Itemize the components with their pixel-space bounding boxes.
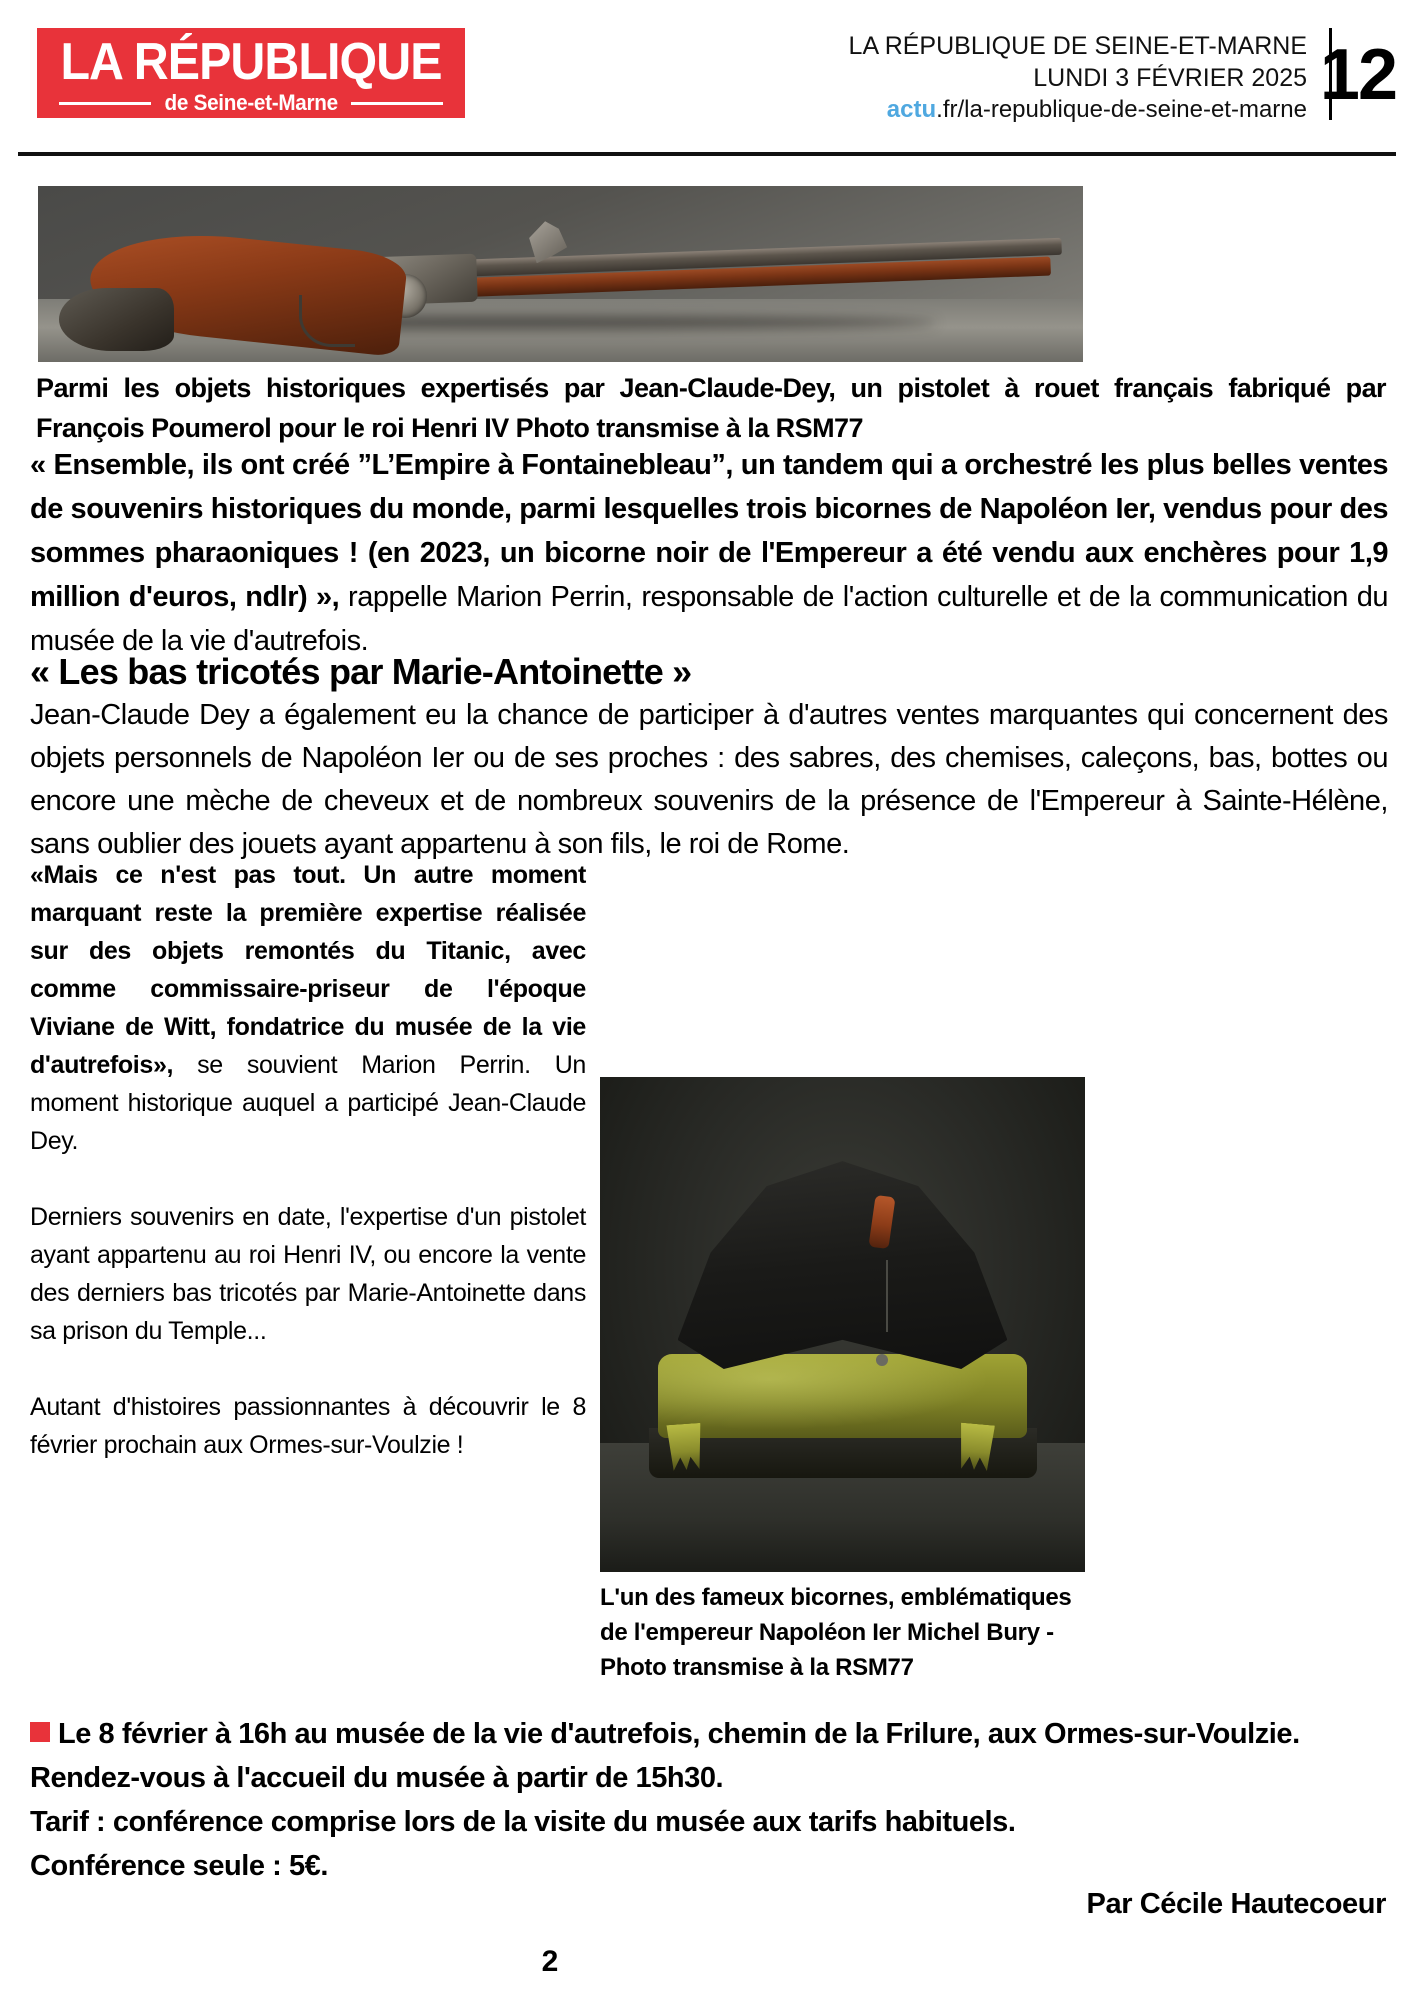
bicorne-cord: [886, 1260, 888, 1332]
page-number: 12: [1319, 35, 1396, 115]
url-accent: actu: [886, 96, 937, 123]
red-square-bullet-icon: [30, 1722, 50, 1742]
bicorne-photo-caption: L'un des fameux bicornes, emblématiques de l'empereur Napoléon Ier Michel Bury - Photo transmise à la RSM77: [600, 1584, 1072, 1681]
logo-subtitle-row: [37, 90, 465, 116]
pistol-photo-caption: Parmi les objets historiques expertisés par Jean-Claude-Dey, un pistolet à rouet français fabriqué par François Poumerol pour le roi Henri IV Photo transmise à la RSM77: [36, 373, 1386, 443]
publication-url[interactable]: [627, 94, 1307, 126]
column-quote-bold: «Mais ce n'est pas tout. Un autre moment marquant reste la première expertise réalisée sur des objets remontés du Titanic, avec comme commissaire-priseur de l'époque Viviane de Witt, fondatrice du musée de la vie d'autrefois»,: [30, 861, 586, 1079]
logo-rule-right: [351, 102, 443, 105]
column-paragraph-2: Derniers souvenirs en date, l'expertise d'un pistolet ayant appartenu au roi Henri IV, ou encore la vente des derniers bas tricotés par Marie-Antoinette dans sa prison du Temple...: [30, 1203, 586, 1345]
lead-quote-paragraph: [30, 443, 1388, 663]
column-paragraph-3: Autant d'histoires passionnantes à découvrir le 8 février prochain aux Ormes-sur-Voulzie !: [30, 1393, 586, 1459]
bicorne-hat: [678, 1161, 1008, 1369]
left-column-text: [30, 856, 586, 1464]
practical-info-block: [30, 1712, 1388, 1888]
publication-date: LUNDI 3 FÉVRIER 2025: [1033, 64, 1307, 92]
url-rest: .fr/la-republique-de-seine-et-marne: [936, 96, 1307, 123]
section-subheading: « Les bas tricotés par Marie-Antoinette »: [30, 651, 692, 692]
article-byline: Par Cécile Hautecoeur: [1086, 1888, 1386, 1920]
logo-main-text: LA RÉPUBLIQUE: [60, 33, 442, 91]
info-line-2: Tarif : conférence comprise lors de la visite du musée aux tarifs habituels.: [30, 1806, 1016, 1838]
column-quote-rest: se souvient Marion Perrin. Un moment historique auquel a participé Jean-Claude Dey.: [30, 1051, 586, 1155]
logo-subtitle-text: de Seine-et-Marne: [164, 90, 338, 115]
bicorne-photo: [600, 1077, 1085, 1572]
lead-quote-attribution: rappelle Marion Perrin, responsable de l'action culturelle et de la communication du musée de la vie d'autrefois.: [30, 581, 1388, 657]
logo-rule-left: [59, 102, 151, 105]
pistol-pommel: [59, 288, 174, 351]
body-paragraph-1: Jean-Claude Dey a également eu la chance de participer à d'autres ventes marquantes qui concernent des objets personnels de Napoléon Ier ou de ses proches : des sabres, des chemises, caleçons, bas, bottes ou encore une mèche de cheveux et de nombreux souvenirs de la présence de l'Empereur à Sainte-Hélène, sans oublier des jouets ayant appartenu à son fils, le roi de Rome.: [30, 699, 1388, 860]
publication-name: LA RÉPUBLIQUE DE SEINE-ET-MARNE: [848, 32, 1307, 60]
header-horizontal-rule: [18, 152, 1396, 156]
page-folio: 2: [541, 1945, 559, 1978]
info-line-3: Conférence seule : 5€.: [30, 1850, 328, 1882]
lead-quote-bold: « Ensemble, ils ont créé ”L’Empire à Fontainebleau”, un tandem qui a orchestré les plus belles ventes de souvenirs historiques du monde, parmi lesquelles trois bicornes de Napoléon Ier, vendus pour des sommes pharaoniques ! (en 2023, un bicorne noir de l'Empereur a été vendu aux enchères pour 1,9 million d'euros, ndlr) »,: [30, 449, 1388, 613]
newspaper-logo[interactable]: [37, 28, 465, 118]
pistol-photo: [38, 186, 1083, 362]
masthead-info: [627, 30, 1307, 126]
column-quote-paragraph: [30, 856, 586, 1160]
masthead: [0, 0, 1414, 140]
info-line-1: Le 8 février à 16h au musée de la vie d'autrefois, chemin de la Frilure, aux Ormes-sur-Voulzie. Rendez-vous à l'accueil du musée à partir de 15h30.: [30, 1718, 1300, 1794]
